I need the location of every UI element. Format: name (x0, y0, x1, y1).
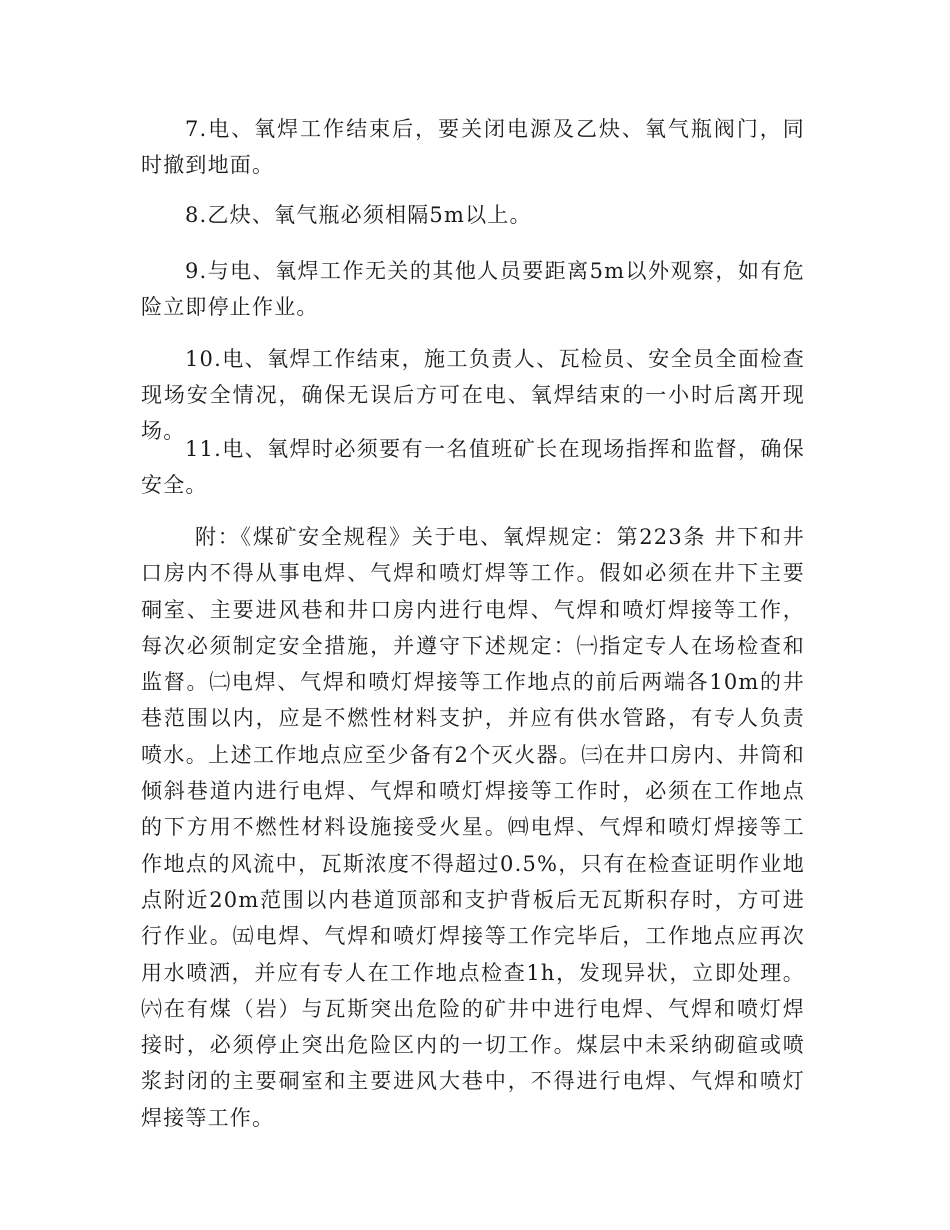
item-7-paragraph: 7.电、氧焊工作结束后，要关闭电源及乙炔、氧气瓶阀门，同时撤到地面。 (141, 117, 805, 177)
appendix-paragraph: 附：《煤矿安全规程》关于电、氧焊规定：第223条 井下和井口房内不得从事电焊、气焊和喷灯焊等工作。假如必须在井下主要硐室、主要进风巷和井口房内进行电焊、气焊和喷灯焊接等工作，每次必须制定安全措施，并遵守下述规定：㈠指定专人在场检查和监督。㈡电焊、气焊和喷灯焊接等工作地点的前后两端各10m的井巷范围以内，应是不燃性材料支护，并应有供水管路，有专人负责喷水。上述工作地点应至少备有2个灭火器。㈢在井口房内、井筒和倾斜巷道内进行电焊、气焊和喷灯焊接等工作时，必须在工作地点的下方用不燃性材料设施接受火星。㈣电焊、气焊和喷灯焊接等工作地点的风流中，瓦斯浓度不得超过0.5%，只有在检查证明作业地点附近20m范围以内巷道顶部和支护背板后无瓦斯积存时，方可进行作业。㈤电焊、气焊和喷灯焊接等工作完毕后，工作地点应再次用水喷洒，并应有专人在工作地点检查1h，发现异状，立即处理。㈥在有煤（岩）与瓦斯突出危险的矿井中进行电焊、气焊和喷灯焊接时，必须停止突出危险区内的一切工作。煤层中未采纳砌碹或喷浆封闭的主要硐室和主要进风大巷中，不得进行电焊、气焊和喷灯焊接等工作。 (141, 525, 805, 1130)
item-11-paragraph: 11.电、氧焊时必须要有一名值班矿长在现场指挥和监督，确保安全。 (141, 437, 805, 497)
item-8-paragraph: 8.乙炔、氧气瓶必须相隔5m以上。 (185, 203, 532, 227)
item-10-paragraph: 10.电、氧焊工作结束，施工负责人、瓦检员、安全员全面检查现场安全情况，确保无误后方可在电、氧焊结束的一小时后离开现场。 (141, 347, 805, 443)
item-9-paragraph: 9.与电、氧焊工作无关的其他人员要距离5m以外观察，如有危险立即停止作业。 (141, 259, 805, 319)
